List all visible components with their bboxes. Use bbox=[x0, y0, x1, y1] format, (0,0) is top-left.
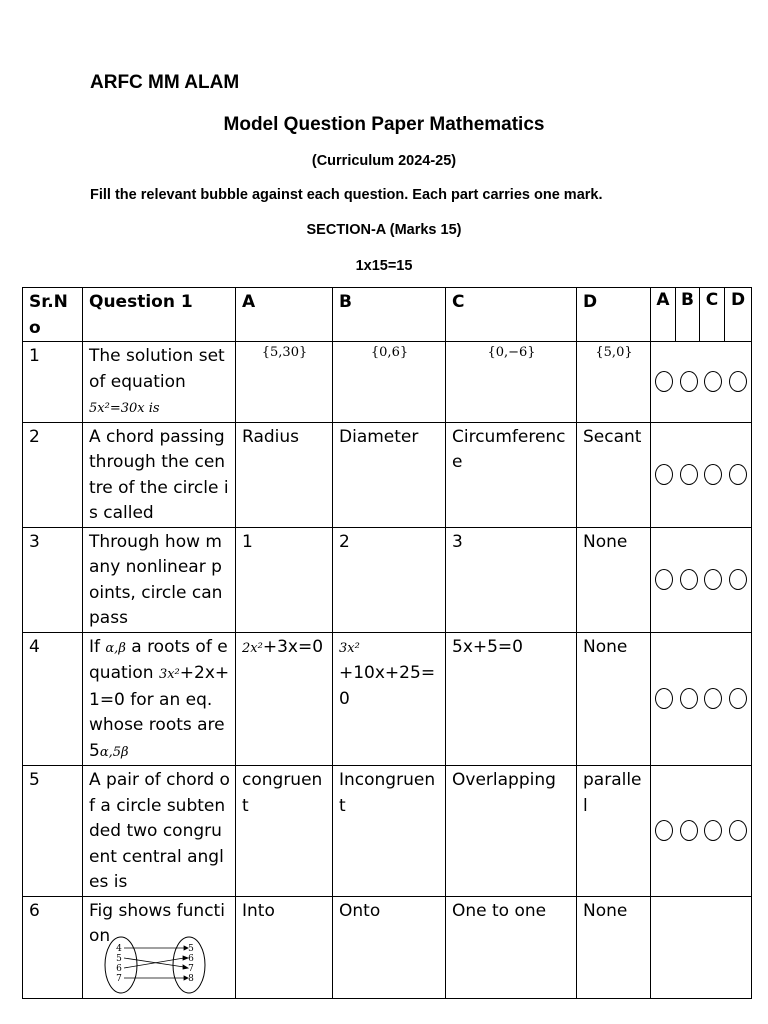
sr-no: 3 bbox=[23, 527, 83, 632]
bubble-b[interactable] bbox=[680, 371, 698, 392]
option-b-tail: +10x+25=0 bbox=[339, 663, 436, 709]
question-text bbox=[83, 632, 236, 766]
option-c: Circumference bbox=[446, 422, 577, 527]
option-a bbox=[236, 342, 333, 423]
option-d: None bbox=[577, 632, 651, 766]
option-b: 2 bbox=[333, 527, 446, 632]
codomain-element: 8 bbox=[188, 973, 194, 984]
q-roots: α,β bbox=[105, 640, 126, 656]
option-d: parallel bbox=[577, 766, 651, 897]
question-text: A chord passing through the centre of the circle is called bbox=[83, 422, 236, 527]
codomain-element: 7 bbox=[188, 963, 194, 974]
question-words: The solution set of equation bbox=[89, 346, 225, 392]
bubble-a[interactable] bbox=[655, 464, 673, 485]
domain-element: 6 bbox=[116, 963, 122, 974]
option-a-text: {5,30} bbox=[261, 345, 308, 360]
option-b-lead: 3x² bbox=[339, 640, 360, 656]
header-bubble-a: A bbox=[651, 288, 676, 342]
bubble-d[interactable] bbox=[729, 688, 747, 709]
question-text bbox=[83, 342, 236, 423]
header-option-b: B bbox=[333, 288, 446, 342]
bubble-a[interactable] bbox=[655, 569, 673, 590]
header-question: Question 1 bbox=[83, 288, 236, 342]
sr-no: 1 bbox=[23, 342, 83, 423]
sr-no: 4 bbox=[23, 632, 83, 766]
option-a: Radius bbox=[236, 422, 333, 527]
header-bubble-c: C bbox=[700, 288, 725, 342]
q-tail: +2x+1=0 for an eq. whose roots are 5 bbox=[89, 663, 230, 761]
option-b bbox=[333, 342, 446, 423]
q-mid: a roots of equation bbox=[89, 636, 228, 683]
curriculum-label: (Curriculum 2024-25) bbox=[311, 153, 457, 169]
option-d: None bbox=[577, 527, 651, 632]
question-equation: 5x²=30x is bbox=[89, 401, 160, 416]
option-b-text: {0,6} bbox=[370, 345, 409, 360]
header-option-a: A bbox=[236, 288, 333, 342]
marks-label: 1x15=15 bbox=[355, 258, 413, 274]
bubble-c[interactable] bbox=[704, 820, 722, 841]
question-text: Through how many nonlinear points, circle can pass bbox=[83, 527, 236, 632]
header-bubble-d: D bbox=[725, 288, 752, 342]
option-c bbox=[446, 342, 577, 423]
bubble-d[interactable] bbox=[729, 569, 747, 590]
bubble-d[interactable] bbox=[729, 464, 747, 485]
table-row bbox=[23, 527, 752, 632]
bubble-b[interactable] bbox=[680, 464, 698, 485]
question-text bbox=[83, 896, 236, 998]
codomain-element: 5 bbox=[188, 943, 194, 954]
option-a bbox=[236, 632, 333, 766]
table-row bbox=[23, 342, 752, 423]
option-d: Secant bbox=[577, 422, 651, 527]
table-row bbox=[23, 896, 752, 998]
codomain-element: 6 bbox=[188, 953, 194, 964]
question-text: A pair of chord of a circle subtended two congruent central angles is bbox=[83, 766, 236, 897]
option-a: 1 bbox=[236, 527, 333, 632]
sr-no: 2 bbox=[23, 422, 83, 527]
header-sr-no: Sr.No bbox=[23, 288, 83, 342]
bubble-c[interactable] bbox=[704, 688, 722, 709]
q-eq: 3x² bbox=[158, 667, 180, 682]
answer-bubbles bbox=[651, 527, 752, 632]
instructions: Fill the relevant bubble against each question. Each part carries one mark. bbox=[90, 187, 603, 203]
bubble-c[interactable] bbox=[704, 464, 722, 485]
section-label: SECTION-A (Marks 15) bbox=[306, 222, 462, 238]
table-row bbox=[23, 766, 752, 897]
option-c: 5x+5=0 bbox=[446, 632, 577, 766]
sr-no: 5 bbox=[23, 766, 83, 897]
answer-bubbles bbox=[651, 766, 752, 897]
domain-element: 5 bbox=[116, 953, 122, 964]
option-c: 3 bbox=[446, 527, 577, 632]
paper-title: Model Question Paper Mathematics bbox=[223, 114, 545, 135]
bubble-c[interactable] bbox=[704, 569, 722, 590]
header-bubble-b: B bbox=[676, 288, 700, 342]
domain-element: 7 bbox=[116, 973, 122, 984]
option-c: One to one bbox=[446, 896, 577, 998]
table-row bbox=[23, 632, 752, 766]
table-row bbox=[23, 422, 752, 527]
option-d-text: {5,0} bbox=[595, 345, 633, 360]
option-b: Onto bbox=[333, 896, 446, 998]
option-a: congruent bbox=[236, 766, 333, 897]
q-if: If bbox=[89, 636, 100, 657]
bubble-c[interactable] bbox=[704, 371, 722, 392]
answer-bubbles-empty bbox=[651, 896, 752, 998]
option-b: Diameter bbox=[333, 422, 446, 527]
header-option-d: D bbox=[577, 288, 651, 342]
answer-bubbles bbox=[651, 632, 752, 766]
bubble-a[interactable] bbox=[655, 688, 673, 709]
bubble-b[interactable] bbox=[680, 569, 698, 590]
option-b: Incongruent bbox=[333, 766, 446, 897]
answer-bubbles bbox=[651, 422, 752, 527]
table-header bbox=[23, 288, 752, 342]
option-a: Into bbox=[236, 896, 333, 998]
bubble-a[interactable] bbox=[655, 820, 673, 841]
bubble-d[interactable] bbox=[729, 371, 747, 392]
header-option-c: C bbox=[446, 288, 577, 342]
option-a-tail: +3x=0 bbox=[262, 636, 324, 657]
option-d: None bbox=[577, 896, 651, 998]
option-c-text: {0,−6} bbox=[487, 345, 536, 360]
q-end: α,5β bbox=[99, 744, 129, 760]
question-words: Fig shows function bbox=[89, 900, 225, 946]
option-b bbox=[333, 632, 446, 766]
bubble-a[interactable] bbox=[655, 371, 673, 392]
question-table bbox=[22, 287, 752, 999]
bubble-b[interactable] bbox=[680, 688, 698, 709]
function-mapping-figure bbox=[101, 937, 213, 995]
bubble-b[interactable] bbox=[680, 820, 698, 841]
answer-bubbles bbox=[651, 342, 752, 423]
option-c: Overlapping bbox=[446, 766, 577, 897]
school-name: ARFC MM ALAM bbox=[90, 72, 240, 93]
sr-no: 6 bbox=[23, 896, 83, 998]
domain-element: 4 bbox=[116, 943, 122, 954]
option-a-lead: 2x² bbox=[242, 640, 263, 656]
bubble-d[interactable] bbox=[729, 820, 747, 841]
option-d bbox=[577, 342, 651, 423]
